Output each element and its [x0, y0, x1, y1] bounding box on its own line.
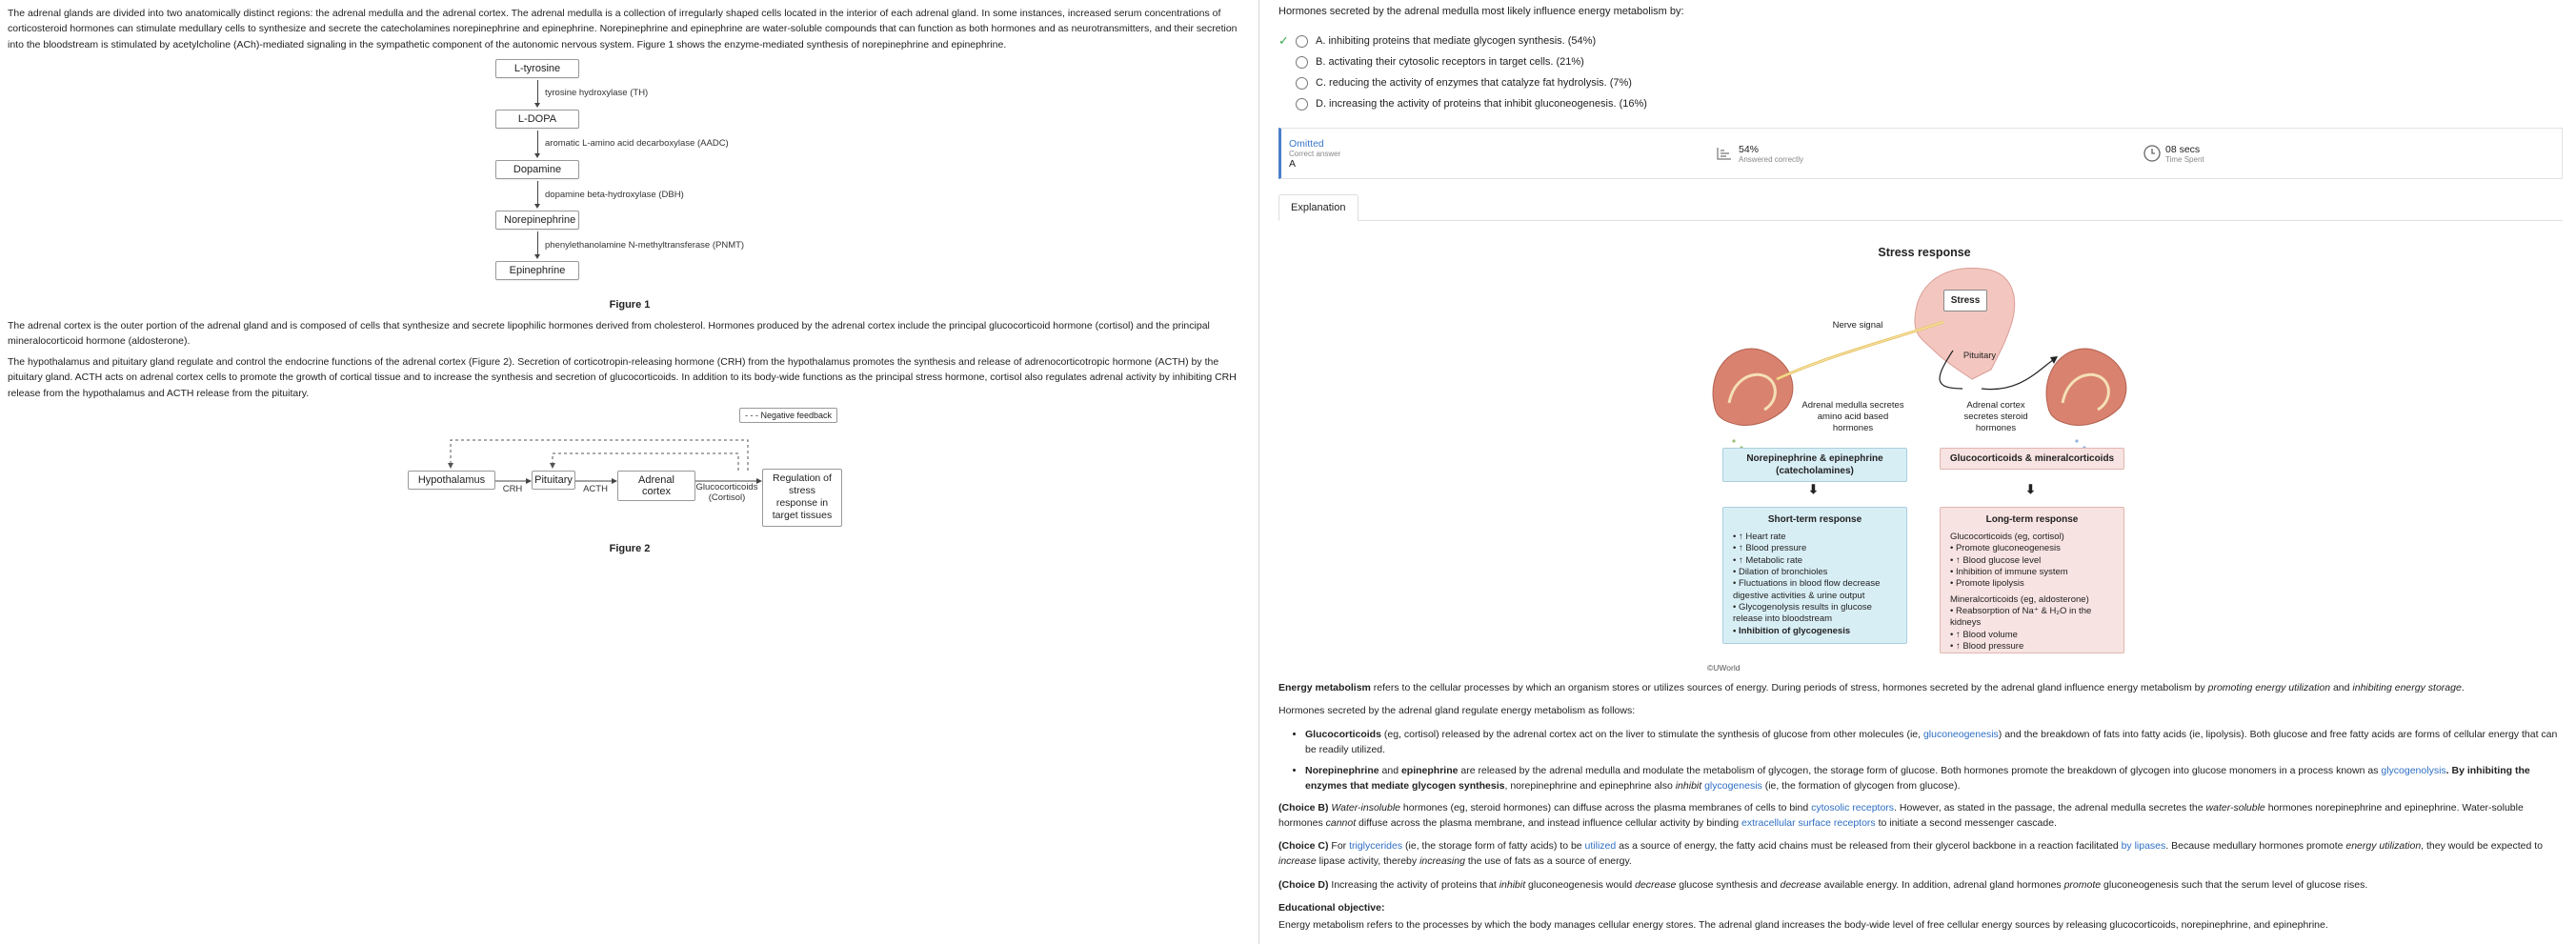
stress-tag: Stress — [1943, 290, 1987, 311]
arrowhead — [534, 254, 540, 259]
box-regulation: Regulation of stress response in target tissues — [762, 469, 842, 527]
long-term-item: • ↑ Blood glucose level — [1950, 554, 2042, 566]
short-term-item: • Inhibition of glycogenesis — [1733, 625, 1851, 636]
text: glucose synthesis and — [1676, 878, 1781, 891]
text: diffuse across the plasma membrane, and instead influence cellular activity by binding — [1356, 816, 1742, 829]
stat-time — [2135, 129, 2562, 178]
choice-c-explanation — [1278, 838, 2565, 870]
explanation-paragraph-1 — [1278, 680, 2565, 695]
long-term-item: • ↑ Blood pressure — [1950, 641, 2024, 653]
choice-b[interactable] — [1278, 51, 2566, 72]
arrowhead — [534, 103, 540, 108]
choice-b-explanation — [1278, 800, 2565, 832]
pituitary-label: Pituitary — [1962, 351, 1997, 361]
figure-2 — [408, 408, 855, 541]
long-term-item: • Promote gluconeogenesis — [1950, 543, 2061, 554]
correct-answer-value: A — [1289, 157, 1297, 170]
passage-pane — [0, 0, 1259, 944]
question-stem: Hormones secreted by the adrenal medulla most likely influence energy metabolism by: — [1278, 6, 1684, 17]
stat-percent — [1708, 129, 2135, 178]
choice-tag: (Choice C) — [1278, 840, 1329, 853]
radio-button[interactable] — [1296, 98, 1308, 110]
glycogenesis-link[interactable]: glycogenesis — [1704, 780, 1762, 793]
feedback-to-hypothalamus — [451, 440, 748, 471]
cytosolic-receptors-link[interactable]: cytosolic receptors — [1811, 801, 1895, 813]
choice-tag: (Choice B) — [1278, 801, 1329, 813]
text: . — [2461, 682, 2465, 693]
text: and — [1379, 765, 1401, 777]
choice-a[interactable] — [1278, 30, 2566, 51]
short-term-title: Short-term response — [1767, 514, 1862, 525]
text: hormones (eg, steroid hormones) can diffuse across the plasma membranes of cells to bind — [1400, 801, 1812, 813]
short-term-item: • ↑ Blood pressure — [1733, 543, 1807, 554]
short-term-item: • Fluctuations in blood flow decrease digestive activities & urine output — [1733, 578, 1881, 601]
radio-button[interactable] — [1296, 56, 1308, 69]
mineral-head: Mineralcorticoids (eg, aldosterone) — [1950, 593, 2089, 605]
box-adrenal-cortex: Adrenal cortex — [617, 471, 695, 501]
bullet-catecholamines — [1305, 763, 2565, 794]
adrenal-gland-right — [2046, 349, 2126, 425]
bar-chart-icon — [1716, 146, 1733, 161]
percent-value: 54% — [1739, 143, 1760, 155]
node-l-dopa: L-DOPA — [495, 110, 579, 129]
educational-objective-title: Educational objective: — [1278, 901, 1385, 914]
text: inhibit — [1499, 878, 1526, 891]
medulla-label: Adrenal medulla secretes amino acid based hormones — [1801, 400, 1904, 433]
text: ) and the breakdown of fats into fatty acids (ie, lipolysis). Both glucose and free fatty acids are forms of cellular energy that can be readily utilized. — [1305, 728, 2558, 755]
omitted-status: Omitted — [1289, 137, 1324, 150]
cortex-label: Adrenal cortex secretes steroid hormones — [1963, 400, 2028, 433]
text: promote — [2063, 878, 2102, 891]
text: cannot — [1325, 816, 1357, 829]
text: increasing — [1419, 855, 1465, 868]
adrenal-illustration — [1696, 265, 2153, 474]
radio-button[interactable] — [1296, 77, 1308, 90]
short-term-item: • Dilation of bronchioles — [1733, 567, 1828, 578]
text: . Because medullary hormones promote — [2165, 840, 2346, 853]
text: inhibiting energy storage — [2352, 682, 2462, 693]
text: refers to the cellular processes by which an organism stores or utilizes sources of energy. During periods of stress, hormones secreted by the adrenal gland influence energy metabolism by — [1370, 682, 2208, 693]
clock-icon — [2143, 144, 2162, 163]
percent-label: Answered correctly — [1739, 154, 1804, 164]
glucocorticoids-tag: Glucocorticoids & mineralcorticoids — [1940, 448, 2124, 470]
surface-receptors-link[interactable]: extracellular surface receptors — [1741, 816, 1876, 829]
text: decrease — [1780, 878, 1821, 891]
stress-response-figure — [1696, 240, 2153, 678]
node-l-tyrosine: L-tyrosine — [495, 59, 579, 78]
mineral-list — [1950, 606, 2114, 653]
text: promoting energy utilization — [2207, 682, 2331, 693]
passage-paragraph-1: The adrenal glands are divided into two anatomically distinct regions: the adrenal medulla and the adrenal cortex. The adrenal medulla is a collection of irregularly shaped cells located in the interior of each adrenal gland. In some instances, increased serum concentrations of corticosteroid hormones can stimulate medullary cells to synthesize and secrete the catecholamines norepinephrine and epinephrine. Norepinephrine and epinephrine are water-soluble compounds that can function as both hormones and as neurotransmitters, and their secretion into the bloodstream is stimulated by acetylcholine (ACh)-mediated signaling in the sympathetic component of the autonomic nervous system. Figure 1 shows the enzyme-mediated synthesis of norepinephrine and epinephrine. — [8, 8, 1238, 50]
flow-arrow — [537, 131, 538, 155]
correct-answer-label: Correct answer — [1289, 149, 1341, 158]
text: , norepinephrine and epinephrine also — [1504, 780, 1676, 793]
choice-a-label: A. inhibiting proteins that mediate glycogen synthesis. (54%) — [1316, 35, 1597, 47]
copyright-credit: ©UWorld — [1707, 663, 1741, 673]
text: to initiate a second messenger cascade. — [1875, 816, 2057, 829]
glucocorticoids-text: Glucocorticoids — [695, 482, 758, 492]
radio-button[interactable] — [1296, 35, 1308, 48]
term: epinephrine — [1400, 765, 1459, 777]
result-stats-bar — [1278, 128, 2563, 179]
flow-arrow — [537, 80, 538, 105]
checkmark-icon: ✓ — [1278, 33, 1289, 48]
tab-bar — [1278, 194, 2563, 221]
enzyme-pnmt: phenylethanolamine N-methyltransferase (PNMT) — [545, 240, 745, 251]
passage-paragraph-3: The hypothalamus and pituitary gland regulate and control the endocrine functions of the adrenal cortex (Figure 2). Secretion of corticotropin-releasing hormone (CRH) from the hypothalamus promotes the synthesis and release of adrenocorticotropic hormone (ACTH) by the pituitary gland. ACTH acts on adrenal cortex cells to promote the growth of cortical tissue and to increase the synthesis and secretion of glucocorticoids. In addition to its body-wide functions as the principal stress hormone, cortisol also regulates adrenal activity by inhibiting CRH release from the hypothalamus and ACTH release from the pituitary. — [8, 356, 1237, 399]
text: gluconeogenesis such that the serum level of glucose rises. — [2101, 878, 2368, 891]
text: energy utilization — [2345, 840, 2422, 853]
enzyme-dbh: dopamine beta-hydroxylase (DBH) — [545, 190, 684, 200]
catecholamines-tag: Norepinephrine & epinephrine (catecholamines) — [1722, 448, 1907, 482]
time-label: Time Spent — [2165, 154, 2204, 164]
text: . By inhibiting the enzymes that mediate glycogen synthesis — [1305, 765, 2530, 793]
node-epinephrine: Epinephrine — [495, 261, 579, 280]
long-term-item: • ↑ Blood volume — [1950, 629, 2018, 640]
down-arrow-icon: ⬇ — [1808, 482, 1819, 496]
adrenal-gland-left — [1713, 349, 1793, 425]
text: (ie, the formation of glycogen from glucose). — [1761, 780, 1961, 793]
text: decrease — [1635, 878, 1677, 891]
arrowhead — [534, 204, 540, 209]
box-hypothalamus: Hypothalamus — [408, 471, 495, 490]
node-dopamine: Dopamine — [495, 160, 579, 179]
explanation-body — [1278, 680, 2565, 940]
text: the use of fats as a source of energy. — [1464, 855, 1632, 868]
lipases-link[interactable]: by lipases — [2121, 840, 2166, 853]
choice-d-label: D. increasing the activity of proteins that inhibit gluconeogenesis. (16%) — [1316, 98, 1647, 110]
gluconeogenesis-link[interactable]: gluconeogenesis — [1922, 728, 1999, 740]
choice-d[interactable] — [1278, 93, 2566, 114]
term: Norepinephrine — [1305, 765, 1379, 777]
short-term-item: • Glycogenolysis results in glucose release into bloodstream — [1733, 602, 1872, 625]
arrowhead — [534, 153, 540, 158]
hormone-dot — [1732, 439, 1735, 442]
text: Increasing the activity of proteins that — [1328, 878, 1499, 891]
tab-explanation[interactable]: Explanation — [1278, 194, 1358, 221]
text: , they would be expected to — [2421, 840, 2544, 853]
enzyme-th: tyrosine hydroxylase (TH) — [545, 88, 649, 98]
head-shape — [1915, 268, 2015, 379]
legend-label: Negative feedback — [760, 411, 833, 420]
bullet-glucocorticoids — [1305, 727, 2565, 758]
text: (eg, cortisol) released by the adrenal cortex act on the liver to stimulate the synthesis of glucose from other molecules (ie, — [1380, 728, 1923, 740]
figure-1 — [495, 59, 781, 288]
cortisol-text: (Cortisol) — [708, 492, 746, 504]
label-glucocorticoids — [694, 482, 760, 504]
short-term-list — [1733, 532, 1897, 637]
text: (ie, the storage form of fatty acids) to be — [1402, 840, 1585, 853]
arrowhead — [550, 463, 555, 469]
short-term-item: • ↑ Metabolic rate — [1733, 554, 1803, 566]
text: . However, as stated in the passage, the adrenal medulla secretes the — [1894, 801, 2206, 813]
box-pituitary: Pituitary — [532, 471, 575, 490]
text: For — [1328, 840, 1350, 853]
choice-c[interactable] — [1278, 72, 2566, 93]
explanation-paragraph-2: Hormones secreted by the adrenal gland regulate energy metabolism as follows: — [1278, 705, 1636, 717]
gluco-head: Glucocorticoids (eg, cortisol) — [1950, 532, 2064, 542]
flow-arrow — [537, 181, 538, 206]
nerve-signal-label: Nerve signal — [1832, 320, 1883, 331]
choice-tag: (Choice D) — [1278, 878, 1329, 891]
text: water-soluble — [2205, 801, 2265, 813]
explanation-bullets — [1305, 727, 2565, 794]
legend-negative-feedback: - - - Negative feedback — [739, 408, 837, 423]
flow-arrow — [537, 231, 538, 256]
text: lipase activity, thereby — [1316, 855, 1420, 868]
text: inhibit — [1675, 780, 1702, 793]
time-value: 08 secs — [2165, 143, 2201, 155]
choice-b-label: B. activating their cytosolic receptors in target cells. (21%) — [1316, 56, 1584, 68]
long-term-item: • Inhibition of immune system — [1950, 567, 2068, 578]
term: Energy metabolism — [1278, 682, 1371, 693]
utilized-link[interactable]: utilized — [1584, 840, 1617, 853]
long-term-item: • Reabsorption of Na⁺ & H₂O in the kidneys — [1950, 606, 2092, 629]
down-arrow-icon: ⬇ — [2025, 482, 2036, 496]
text: as a source of energy, the fatty acid chains must be released from their glycerol backbone in a reaction facilitated — [1616, 840, 2122, 853]
triglycerides-link[interactable]: triglycerides — [1349, 840, 1403, 853]
gluco-list — [1950, 543, 2114, 590]
text: gluconeogenesis would — [1525, 878, 1636, 891]
long-term-item: • Promote lipolysis — [1950, 578, 2024, 590]
text: increase — [1278, 855, 1317, 868]
feedback-to-pituitary — [553, 453, 738, 471]
figure-2-caption: Figure 2 — [609, 543, 651, 554]
label-acth: ACTH — [583, 484, 608, 494]
text: available energy. In addition, adrenal gland hormones — [1821, 878, 2064, 891]
text: are released by the adrenal medulla and modulate the metabolism of glycogen, the storage form of glucose. Both hormones promote the breakdown of glycogen into glucose monomers in a process known as — [1458, 765, 2382, 777]
node-norepinephrine: Norepinephrine — [495, 211, 579, 230]
hormone-dot — [2075, 439, 2078, 442]
short-term-response-box — [1722, 507, 1907, 644]
glycogenolysis-link[interactable]: glycogenolysis — [2381, 765, 2446, 777]
short-term-item: • ↑ Heart rate — [1733, 532, 1786, 542]
enzyme-aadc: aromatic L-amino acid decarboxylase (AADC) — [545, 138, 729, 149]
text: and — [2330, 682, 2353, 693]
choice-c-label: C. reducing the activity of enzymes that catalyze fat hydrolysis. (7%) — [1316, 77, 1632, 89]
passage-paragraph-2: The adrenal cortex is the outer portion of the adrenal gland and is composed of cells that synthesize and secrete lipophilic hormones derived from cholesterol. Hormones produced by the adrenal cortex include the principal glucocorticoid hormone (cortisol) and the principal mineralocorticoid hormone (aldosterone). — [8, 320, 1210, 348]
label-crh: CRH — [502, 484, 523, 494]
answer-choices — [1278, 30, 2566, 114]
choice-d-explanation — [1278, 877, 2565, 893]
figure-1-caption: Figure 1 — [609, 299, 651, 311]
stress-title: Stress response — [1878, 246, 1971, 259]
long-term-title: Long-term response — [1985, 514, 2079, 525]
text: Water-insoluble — [1331, 801, 1400, 813]
text: hormones norepinephrine and epinephrine. Water-soluble hormones — [1278, 801, 2524, 829]
stat-status — [1281, 129, 1708, 178]
arrowhead — [448, 463, 453, 469]
educational-objective-text: Energy metabolism refers to the processes by which the body manages cellular energy stores. The adrenal gland increases the body-wide level of free cellular energy sources by releasing glucocorticoids, norepinephrine, and epinephrine. — [1278, 919, 2328, 932]
long-term-response-box — [1940, 507, 2124, 653]
term: Glucocorticoids — [1305, 728, 1381, 740]
